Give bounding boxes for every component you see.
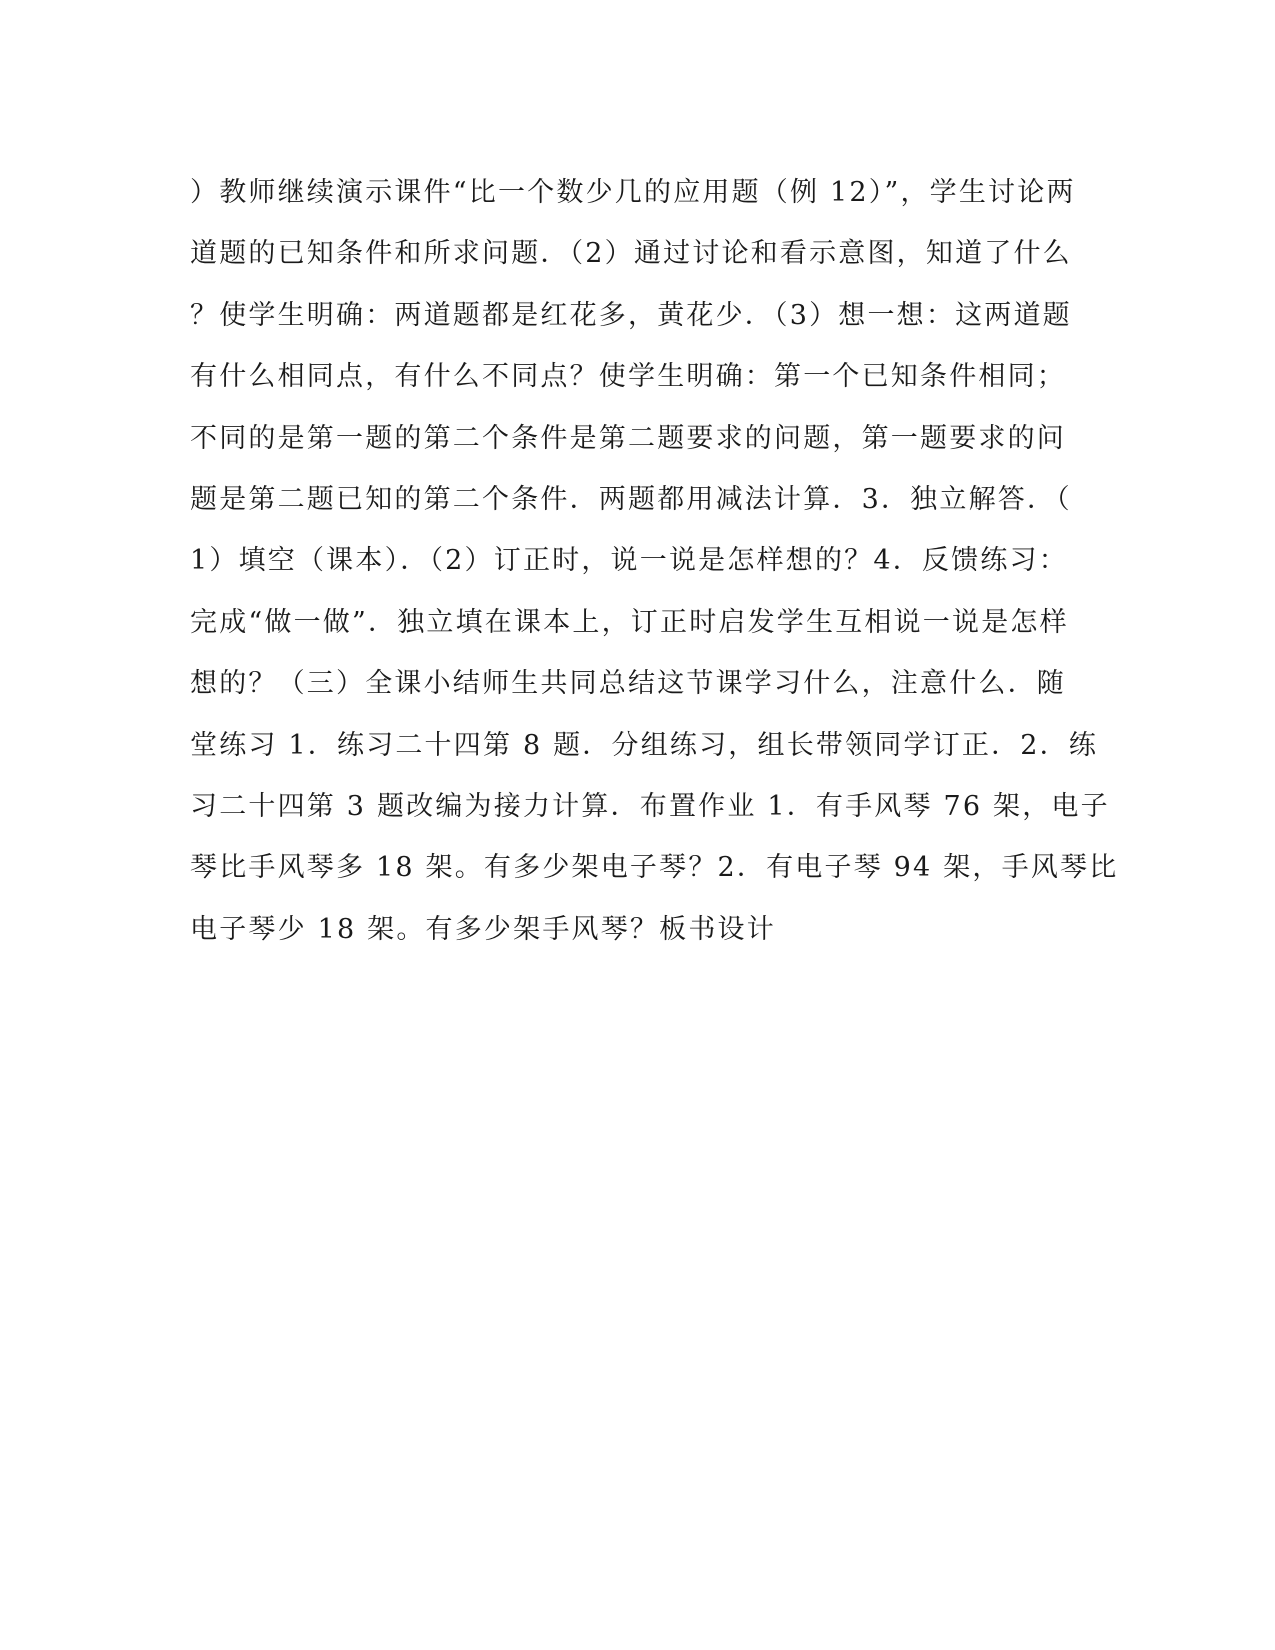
text-line: ？使学生明确：两道题都是红花多，黄花少．（3）想一想：这两道题 (190, 299, 1072, 331)
text-line: 琴比手风琴多 18 架。有多少架电子琴？2．有电子琴 94 架，手风琴比 (190, 852, 1119, 884)
text-line: 完成“做一做”．独立填在课本上，订正时启发学生互相说一说是怎样 (190, 606, 1069, 638)
text-line: 有什么相同点，有什么不同点？使学生明确：第一个已知条件相同； (190, 361, 1066, 393)
text-line: 道题的已知条件和所求问题．（2）通过讨论和看示意图，知道了什么 (190, 238, 1072, 270)
text-line: 想的？（三）全课小结师生共同总结这节课学习什么，注意什么．随 (190, 668, 1066, 700)
text-line: 题是第二题已知的第二个条件．两题都用减法计算．3．独立解答．（ (190, 483, 1072, 515)
body-text (190, 162, 1119, 960)
text-line: 堂练习 1．练习二十四第 8 题．分组练习，组长带领同学订正．2．练 (190, 729, 1099, 761)
text-line: 习二十四第 3 题改编为接力计算．布置作业 1．有手风琴 76 架，电子 (190, 790, 1110, 822)
text-line: 1）填空（课本）．（2）订正时，说一说是怎样想的？4．反馈练习： (190, 545, 1068, 577)
text-line: 不同的是第一题的第二个条件是第二题要求的问题，第一题要求的问 (190, 422, 1066, 454)
text-line: 电子琴少 18 架。有多少架手风琴？板书设计 (190, 913, 776, 945)
text-line: ）教师继续演示课件“比一个数少几的应用题（例 12）”，学生讨论两 (190, 177, 1076, 208)
